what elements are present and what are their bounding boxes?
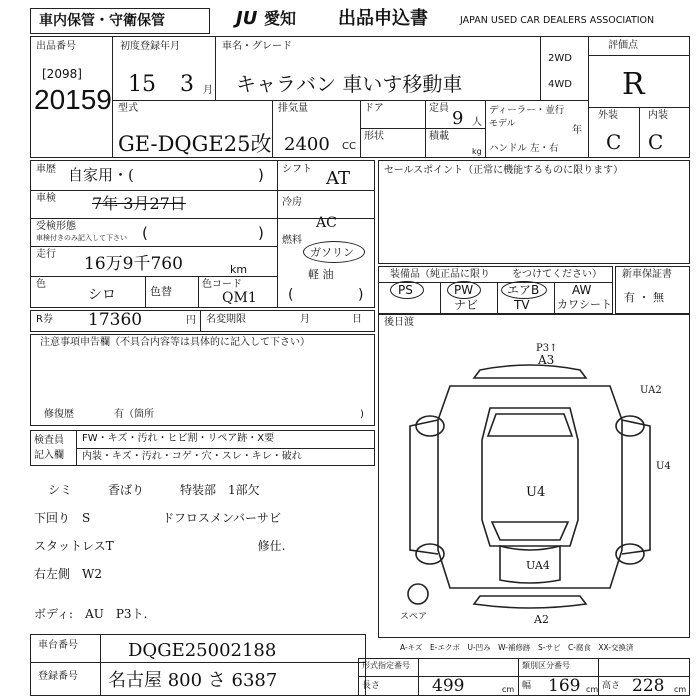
interior-grade: C: [648, 130, 664, 154]
sales-point-label: セールスポイント（正常に機能するものに限ります）: [384, 165, 624, 176]
equipment-label: 装備品（純正品に限り: [390, 269, 490, 280]
warranty-label: 新車保証書: [622, 269, 672, 280]
shape-label: 形状: [364, 131, 384, 142]
mark-ua2: UA2: [640, 385, 662, 396]
handwritten-note-1: シミ 香ばり 特装部 1部欠: [48, 483, 260, 497]
fuel-paren-open: (: [288, 287, 294, 303]
first-reg-month-unit: 月: [203, 85, 213, 96]
year-unit: 年: [572, 125, 582, 136]
equip-pw-circle: [447, 281, 481, 299]
width-label: 幅: [522, 681, 532, 691]
fuel-label: 燃料: [282, 235, 302, 246]
rating-label: 評価点: [608, 40, 638, 51]
equip-ps: PS: [398, 283, 413, 297]
warranty-value: 有 ・ 無: [624, 291, 664, 304]
rear-label: 後日渡: [384, 317, 414, 328]
damage-legend: A-キズ E-エクボ U-凹み W-補修跡 S-サビ C-腐食 XX-交換済: [400, 643, 634, 652]
lot-number: 20159: [34, 84, 112, 115]
spare-label: スペア: [400, 612, 428, 622]
inspector-label: 検査員: [34, 435, 64, 446]
tax-row: [30, 310, 375, 332]
equip-airbag: エアB: [507, 283, 540, 297]
drive-2wd: 2WD: [548, 53, 572, 64]
tax-label: R券: [36, 314, 53, 325]
name-change-month: 月: [300, 314, 310, 325]
fuel-paren-close: ): [358, 287, 364, 303]
length-unit: cm: [502, 685, 515, 694]
mark-p3: P3↑: [536, 343, 558, 354]
shaken-value: 7年 3月27日: [92, 194, 186, 213]
equip-tv: TV: [514, 298, 530, 312]
fuel-gas: ガソリン: [310, 246, 354, 259]
equip-pw: PW: [454, 283, 474, 297]
ju-logo: JU: [236, 8, 258, 29]
kg-unit: kg: [472, 147, 482, 156]
repair-label: 修復歴: [44, 409, 74, 420]
fuel-diesel: 軽 油: [308, 268, 334, 281]
mark-a3: A3: [538, 353, 555, 367]
door-label: ドア: [364, 103, 384, 114]
org-name: 愛知: [264, 9, 297, 28]
tax-value: 17360: [88, 310, 143, 330]
color-value: シロ: [88, 287, 116, 303]
repair-close-paren: ): [360, 409, 364, 420]
capacity-unit: 人: [472, 117, 482, 128]
shift-label: シフト: [282, 164, 312, 175]
color-change-label: 色替: [150, 285, 172, 298]
first-reg-month: 3: [180, 72, 194, 97]
length-value: 499: [432, 676, 465, 696]
km-unit: km: [230, 263, 248, 276]
shift-value: AT: [326, 168, 351, 189]
recv-paren-close: ): [258, 224, 264, 242]
width-value: 169: [548, 676, 581, 696]
recv-paren-open: (: [142, 224, 148, 242]
dealer-label: ディーラー・並行: [489, 105, 565, 116]
ac-value: AC: [316, 215, 337, 231]
caution-label: 注意事項申告欄（不具合内容等は具体的に記入して下さい）: [40, 337, 310, 348]
width-unit: cm: [586, 685, 599, 694]
equip-navi: ナビ: [454, 298, 479, 312]
handle-label: ハンドル 左・右: [489, 143, 559, 154]
class-label: 類別区分番号: [522, 661, 570, 670]
color-code-label: 色コード: [202, 279, 242, 290]
name-change-day: 日: [352, 314, 362, 325]
ac-label: 冷房: [282, 197, 302, 208]
cc-unit: CC: [342, 141, 356, 152]
height-label: 高さ: [602, 681, 621, 691]
recv-label: 受検形態: [36, 221, 76, 232]
car-name-label: 車名・グレード: [222, 41, 292, 52]
lot-label: 出品番号: [36, 41, 76, 52]
equip-leather: カワシート: [557, 298, 612, 311]
color-code: QM1: [222, 290, 257, 306]
exterior-label: 外装: [598, 110, 618, 121]
shaken-label: 車検: [36, 193, 56, 204]
reg-label: 登録番号: [38, 671, 78, 682]
rating-value: R: [622, 67, 645, 102]
color-label: 色: [36, 279, 46, 290]
tax-unit: 円: [186, 315, 196, 326]
capacity-value: 9: [452, 108, 464, 129]
history-value: 自家用・(: [68, 166, 134, 184]
equip-airbag-circle: [501, 281, 547, 299]
interior-label: 内装: [648, 110, 668, 121]
displacement-label: 排気量: [278, 103, 308, 114]
displacement-value: 2400: [284, 134, 330, 155]
exterior-grade: C: [606, 130, 622, 154]
height-unit: cm: [674, 685, 687, 694]
car-name: キャラバン 車いす移動車: [236, 72, 463, 96]
handwritten-note-4: 右左側 W2: [34, 567, 102, 581]
mileage-label: 走行: [36, 249, 56, 260]
fw-line: FW・キズ・汚れ・ヒビ割・リペア跡・X要: [82, 433, 275, 444]
handwritten-note-2: 下回り S ドフロスメンバーサビ: [34, 511, 282, 525]
mileage-value: 16万9千760: [84, 254, 183, 274]
equip-aw: AW: [572, 283, 592, 297]
fuel-gas-circle: [303, 241, 365, 263]
handwritten-note-3: スタットレスT 修仕.: [34, 539, 286, 553]
model-value: GE-DQGE25改: [118, 132, 272, 156]
mark-a2: A2: [534, 613, 549, 626]
repair-value: 有（箇所: [114, 409, 154, 420]
equip-ps-circle: [390, 281, 424, 299]
height-value: 228: [632, 676, 665, 696]
type-cert-label: 形式指定番号: [362, 661, 410, 670]
storage-label: 車内保管・守衛保管: [39, 13, 165, 29]
drive-4wd: 4WD: [548, 79, 572, 90]
mark-u4-right: U4: [656, 461, 671, 472]
equipment-label-2: をつけてください）: [512, 269, 602, 280]
load-label: 積載: [429, 131, 449, 142]
association-name: JAPAN USED CAR DEALERS ASSOCIATION: [460, 15, 655, 26]
chassis-value: DQGE25002188: [128, 640, 277, 661]
history-close-paren: ): [258, 166, 264, 184]
capacity-label: 定員: [429, 103, 449, 114]
first-reg-label: 初度登録年月: [120, 41, 180, 52]
model-label: 型式: [118, 103, 138, 114]
history-label: 車歴: [36, 164, 56, 175]
handwritten-note-5: ボディ: AU P3ト.: [34, 607, 148, 621]
lot-bracket-number: [2098]: [42, 67, 82, 81]
name-change-label: 名変期限: [206, 314, 246, 325]
interior-line: 内装・キズ・汚れ・コゲ・穴・スレ・キレ・破れ: [82, 451, 302, 462]
inspector-label-2: 記入欄: [34, 450, 64, 461]
reg-value: 名古屋 800 さ 6387: [108, 670, 278, 691]
model-year-label: モデル: [489, 119, 516, 129]
chassis-label: 車台番号: [38, 640, 78, 651]
mark-u4-center: U4: [526, 485, 546, 500]
storage-label-box: [30, 8, 210, 34]
form-title: 出品申込書: [338, 8, 428, 29]
recv-note: 車検付きのみ記入して下さい: [36, 234, 127, 242]
length-label: 長さ: [362, 681, 381, 691]
mark-ua4: UA4: [526, 559, 550, 572]
first-reg-year: 15: [128, 72, 156, 97]
